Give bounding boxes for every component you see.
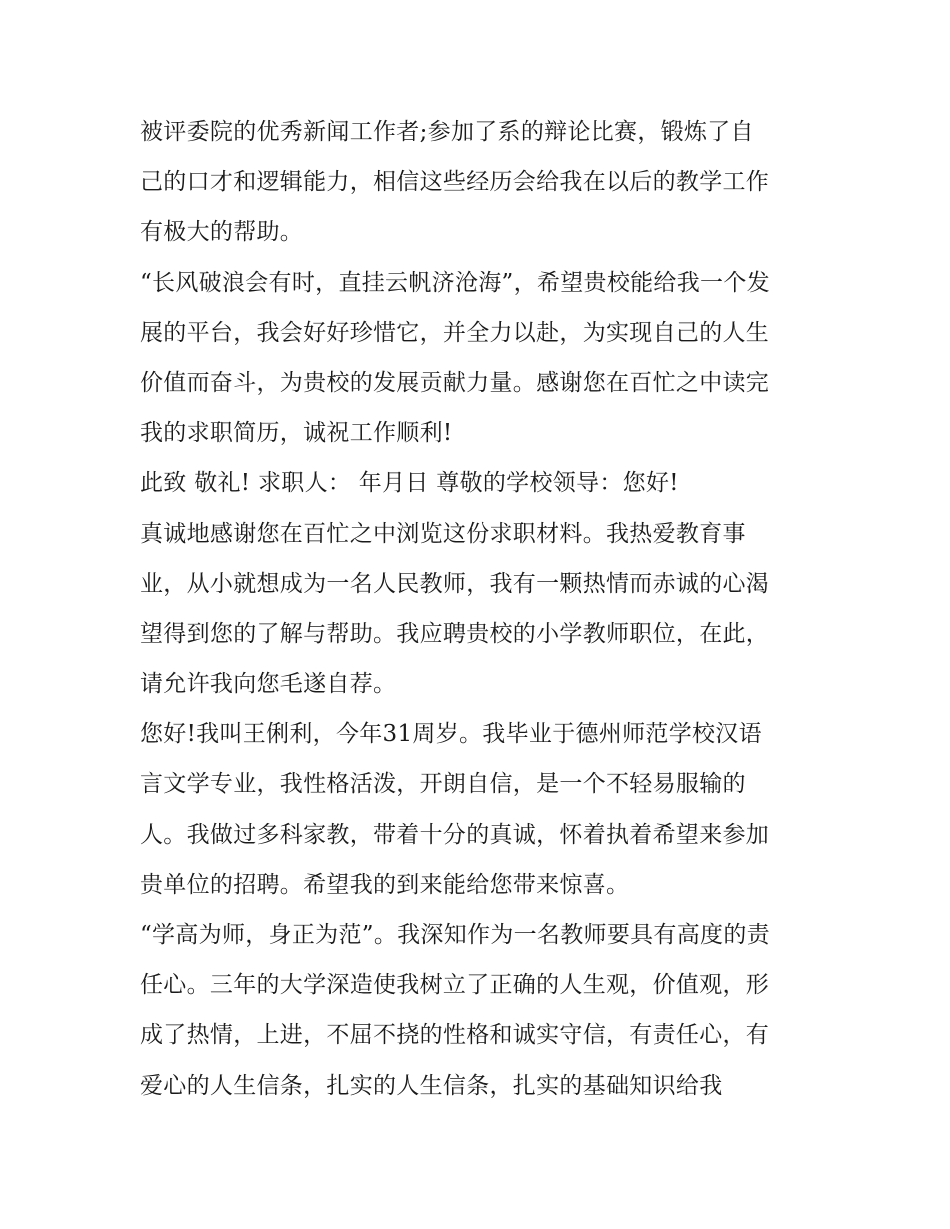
- document-body: [140, 107, 820, 1111]
- text-line: 爱心的人生信条，扎实的人生信条，扎实的基础知识给我: [140, 1072, 723, 1099]
- text-line: 真诚地感谢您在百忙之中浏览这份求职材料。我热爱教育事: [140, 520, 746, 547]
- text-line: 人。我做过多科家教，带着十分的真诚，怀着执着希望来参加: [140, 821, 770, 848]
- text-line: 业，从小就想成为一名人民教师，我有一颗热情而赤诚的心渴: [140, 570, 770, 597]
- text-line: “长风破浪会有时，直挂云帆济沧海”，希望贵校能给我一个发: [140, 269, 770, 296]
- text-line: 望得到您的了解与帮助。我应聘贵校的小学教师职位，在此，: [140, 620, 770, 647]
- text-line: 成了热情，上进，不屈不挠的性格和诚实守信，有责任心，有: [140, 1022, 770, 1049]
- text-line: 价值而奋斗，为贵校的发展贡献力量。感谢您在百忙之中读完: [140, 369, 770, 396]
- text-line: 有极大的帮助。: [140, 219, 304, 246]
- text-line: “学高为师，身正为范”。我深知作为一名教师要具有高度的责: [140, 922, 770, 948]
- text-line: 展的平台，我会好好珍惜它，并全力以赴，为实现自己的人生: [140, 319, 770, 346]
- text-line: 被评委院的优秀新闻工作者;参加了系的辩论比赛，锻炼了自: [140, 119, 754, 145]
- text-line: 我的求职简历，诚祝工作顺利!: [140, 420, 453, 447]
- text-line: 您好!我叫王俐利，今年31周岁。我毕业于德州师范学校汉语: [140, 721, 762, 748]
- text-line: 任心。三年的大学深造使我树立了正确的人生观，价值观，形: [140, 972, 770, 999]
- text-line: 贵单位的招聘。希望我的到来能给您带来惊喜。: [140, 871, 630, 898]
- text-line: 请允许我向您毛遂自荐。: [140, 671, 397, 698]
- text-line: 此致 敬礼! 求职人： 年月日 尊敬的学校领导：您好!: [140, 470, 679, 497]
- text-line: 言文学专业，我性格活泼，开朗自信，是一个不轻易服输的: [140, 771, 746, 798]
- text-line: 己的口才和逻辑能力，相信这些经历会给我在以后的教学工作: [140, 169, 770, 196]
